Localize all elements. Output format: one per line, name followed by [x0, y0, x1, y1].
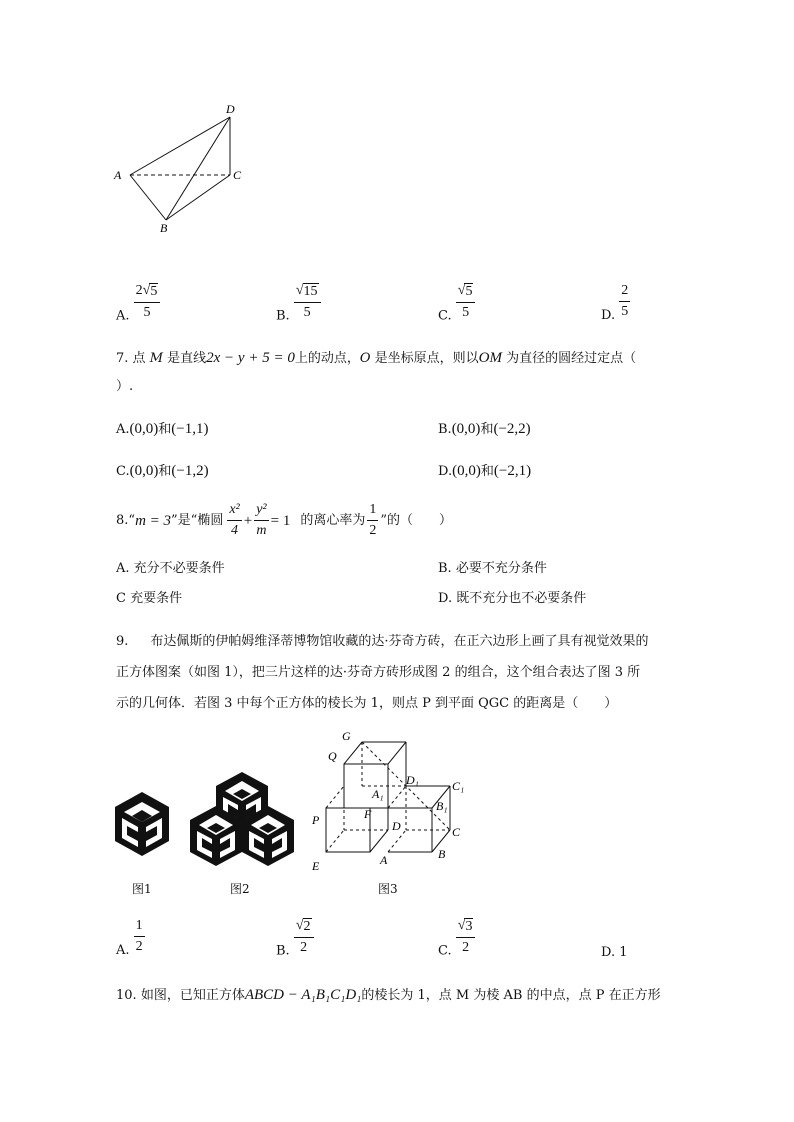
q6-option-b[interactable]: B. √ 15 5: [276, 283, 321, 326]
label-d: D: [226, 102, 235, 116]
q8-option-c[interactable]: C 充要条件: [116, 591, 183, 606]
q9-option-b[interactable]: B. √ 2 2: [276, 918, 314, 961]
q9-line-2: 正方体图案（如图 1），把三片这样的达·芬奇方砖形成图 2 的组合，这个组合表达了图 3 所: [116, 665, 641, 680]
label-b: B: [160, 221, 168, 235]
q6-option-d[interactable]: D. $\frac{2}{5}$: [601, 283, 629, 323]
q9-option-c[interactable]: C. √ 3 2: [438, 918, 475, 961]
tetrahedron-figure: [110, 98, 250, 238]
fig3-label-g: G: [342, 729, 351, 743]
figure-3-caption: 图3: [378, 882, 398, 896]
fig3-label-a1: A₁: [372, 787, 384, 801]
q7-option-c[interactable]: C.(0,0)和(−1,2): [116, 463, 209, 479]
label-c: C: [233, 168, 242, 182]
q6-option-a[interactable]: A. 2√ 5 5: [116, 283, 160, 326]
label-a: A: [114, 168, 122, 182]
fig3-label-d1: D₁: [406, 773, 419, 787]
fig3-label-a: A: [380, 853, 388, 867]
q9-line-1: 9. 布达佩斯的伊帕姆维泽蒂博物馆收藏的达·芬奇方砖，在正六边形上画了具有视觉效果的: [116, 634, 649, 649]
q8-option-a[interactable]: A. 充分不必要条件: [116, 561, 225, 576]
q7-stem: 7. 点 M 是直线2x − y + 5 = 0上的动点，O 是坐标原点，则以OM 为直径的圆经过定点（: [116, 350, 637, 366]
figure-2-caption: 图2: [230, 882, 250, 896]
fig3-label-p: P: [312, 813, 320, 827]
fig3-label-c1: C₁: [452, 779, 465, 793]
q10-stem: 10. 如图，已知正方体ABCD − A₁B₁C₁D₁的棱长为 1，点 M 为棱 AB 的中点，点 P 在正方形: [116, 987, 661, 1003]
figure-3-cubes: [308, 726, 478, 876]
fig3-label-b: B: [438, 847, 446, 861]
q8-option-d[interactable]: D. 既不充分也不必要条件: [438, 591, 587, 606]
q6-option-c[interactable]: C. √ 5 5: [438, 283, 475, 326]
q7-stem-end: ）.: [116, 379, 134, 394]
fig3-label-c: C: [452, 825, 461, 839]
q9-option-a[interactable]: A. $\frac{1}{2}$: [116, 918, 143, 958]
fig3-label-f: F: [364, 807, 372, 821]
q8-stem: 8. “ m = 3 ”是“椭圆 $\frac{\text{x²}}{4}$ + $\frac{\text{y²}}{m}$ = 1 的离心率为 $\frac{1}{2}$ ”的（ ）: [116, 502, 453, 538]
fig3-label-d: D: [392, 819, 401, 833]
figure-2-tiles: [188, 770, 298, 870]
q9-line-3: 示的几何体．若图 3 中每个正方体的棱长为 1，则点 P 到平面 QGC 的距离是（ ）: [116, 696, 618, 711]
q7-option-d[interactable]: D.(0,0)和(−2,1): [438, 463, 532, 479]
figure-1-tile: [112, 790, 172, 860]
q9-option-d[interactable]: D. 1: [601, 945, 628, 960]
figure-1-caption: 图1: [132, 882, 152, 896]
q7-option-a[interactable]: A.(0,0)和(−1,1): [116, 421, 209, 437]
fig3-label-q: Q: [328, 749, 337, 763]
q8-option-b[interactable]: B. 必要不充分条件: [438, 561, 547, 576]
q7-option-b[interactable]: B.(0,0)和(−2,2): [438, 421, 531, 437]
fig3-label-e: E: [312, 859, 320, 873]
fig3-label-b1: B₁: [436, 799, 448, 813]
